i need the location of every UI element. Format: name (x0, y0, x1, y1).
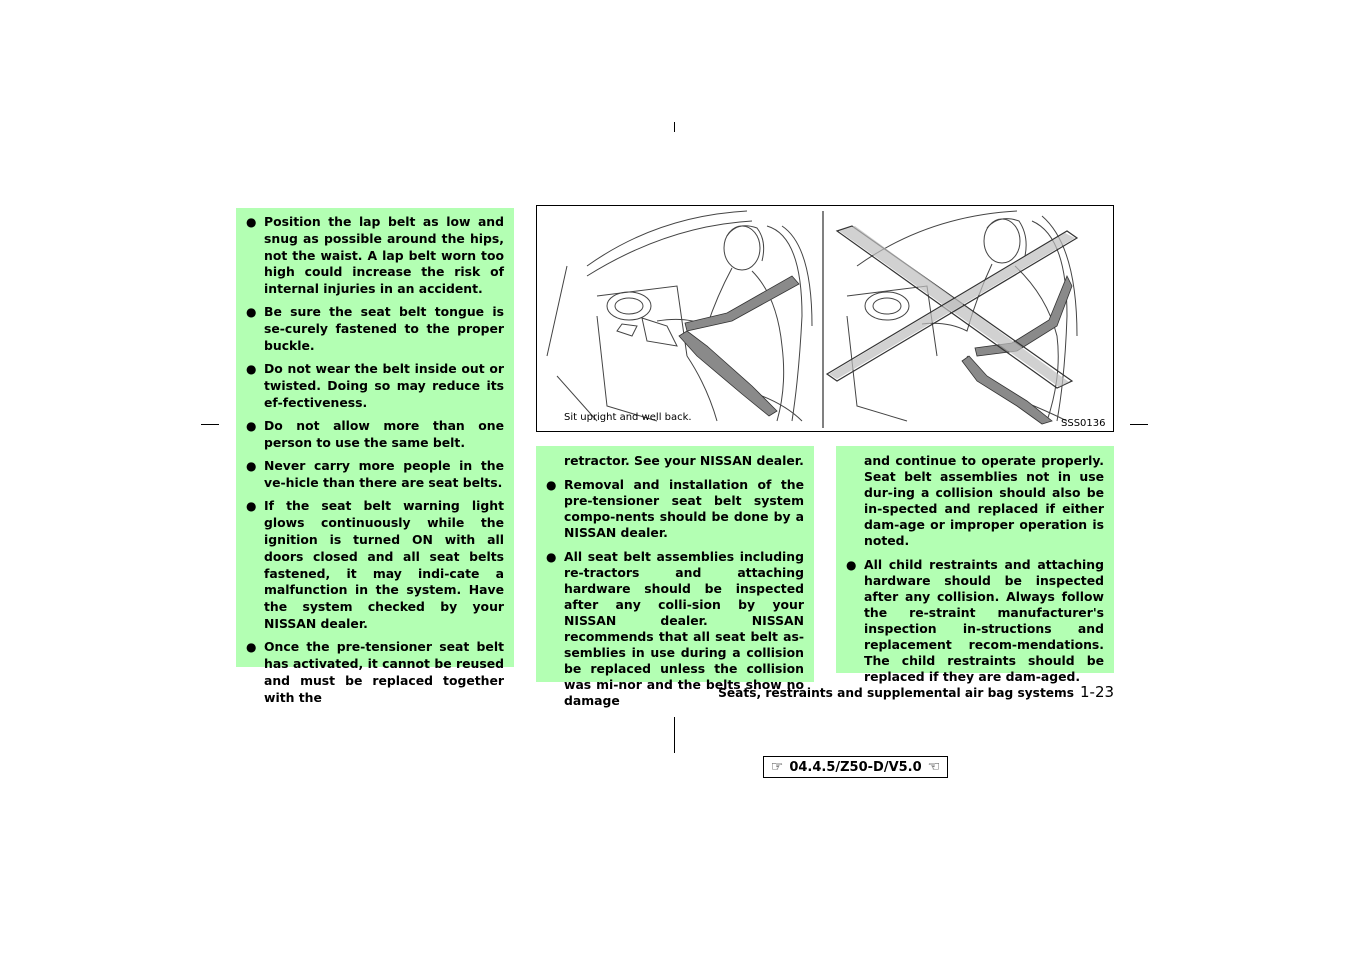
list-item: ● Once the pre-tensioner seat belt has activated, it cannot be reused and must be replaced together with the (246, 639, 504, 705)
bullet-list-2 (536, 477, 804, 709)
pointing-hand-right-icon: ☞ (770, 759, 784, 775)
text-column-3 (836, 446, 1114, 684)
list-item: ● All seat belt assemblies including re-tractors and attaching hardware should be inspected after any colli-sion by your NISSAN dealer. NISSAN recommends that all seat belt as-semblies in use during a collision be replaced unless the collision was mi-nor and the belts show no damage (546, 549, 804, 708)
top-crop-mark (674, 122, 675, 132)
list-item: ● All child restraints and attaching hardware should be inspected after any collision. Always follow the re-straint manufacturer's inspection in-structions and replacement recom-mendations. The child restraints should be replaced if they are dam-aged. (846, 557, 1104, 684)
left-crop-mark (201, 424, 219, 425)
text-column-2 (536, 446, 814, 708)
right-crop-mark (1130, 424, 1148, 425)
text-column-1 (236, 208, 514, 705)
bullet-icon: ● (246, 215, 257, 229)
list-item: ● Removal and installation of the pre-tensioner seat belt system compo-nents should be done by a NISSAN dealer. (546, 477, 804, 540)
prohibited-x-mark (827, 226, 1077, 388)
list-item: ● Do not allow more than one person to use the same belt. (246, 418, 504, 451)
bullet-icon: ● (246, 640, 257, 655)
continued-text: retractor. See your NISSAN dealer. (564, 453, 804, 468)
bullet-list-1 (236, 214, 504, 707)
bullet-icon: ● (246, 305, 257, 320)
bullet-icon: ● (246, 419, 257, 434)
bullet-icon: ● (546, 550, 557, 564)
figure-code: SSS0136 (1061, 418, 1106, 429)
page-number: 1-23 (1080, 683, 1115, 701)
seat-belt-illustration (536, 205, 1114, 432)
bullet-icon: ● (246, 362, 257, 377)
correct-posture-drawing (547, 211, 812, 421)
bullet-icon: ● (246, 459, 257, 474)
bullet-icon: ● (546, 478, 557, 492)
section-title: Seats, restraints and supplemental air bag systems (718, 686, 1074, 700)
figure-caption: Sit upright and well back. (564, 412, 692, 423)
list-item: ● If the seat belt warning light glows continuously while the ignition is turned ON with all doors closed and all seat belts fastened, it may indi-cate a malfunction in the system. Have the system checked by your NISSAN dealer. (246, 498, 504, 632)
bottom-crop-mark (674, 717, 675, 753)
document-code-box (763, 756, 948, 778)
list-item: ● Do not wear the belt inside out or twisted. Doing so may reduce its ef-fectiveness. (246, 361, 504, 410)
bullet-list-3 (836, 557, 1104, 685)
list-item: ● Position the lap belt as low and snug as possible around the hips, not the waist. A lap belt worn too high could increase the risk of internal injuries in an accident. (246, 214, 504, 297)
pointing-hand-left-icon: ☜ (927, 759, 941, 775)
bullet-icon: ● (246, 499, 257, 514)
list-item: ● Be sure the seat belt tongue is se-curely fastened to the proper buckle. (246, 304, 504, 354)
bullet-icon: ● (846, 558, 857, 572)
document-code: 04.4.5/Z50-D/V5.0 (789, 759, 922, 775)
list-item: ● Never carry more people in the ve-hicle than there are seat belts. (246, 458, 504, 491)
continued-text: and continue to operate properly. Seat belt assemblies not in use dur-ing a collision should also be in-spected and replaced if either dam-age or improper operation is noted. (864, 453, 1104, 548)
illustration-drawing (537, 206, 1113, 431)
